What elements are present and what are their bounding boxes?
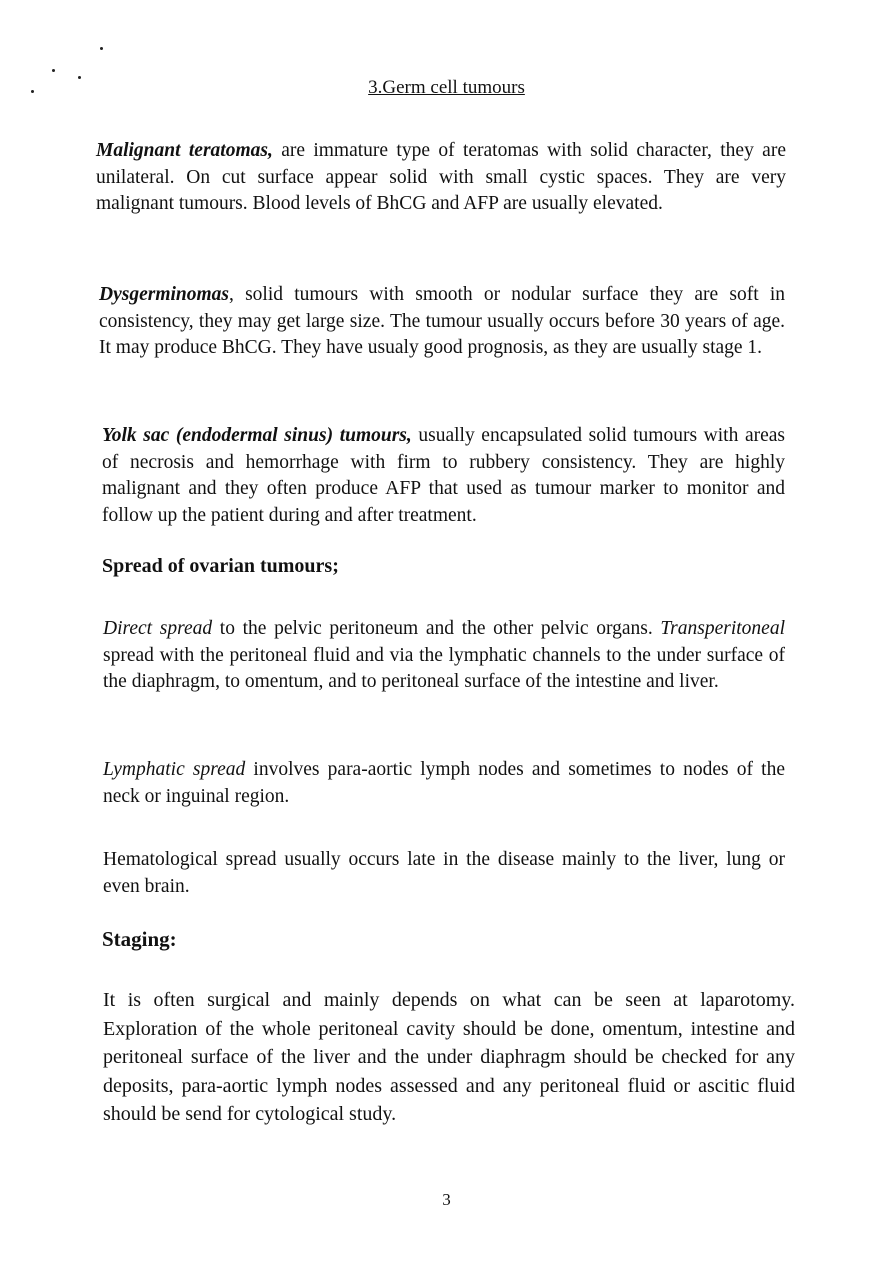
term-direct-spread: Direct spread	[103, 618, 213, 639]
paragraph-yolk-sac	[102, 423, 785, 529]
term-dysgerminomas: Dysgerminomas	[99, 284, 230, 305]
paragraph-lymphatic-spread	[103, 757, 785, 810]
term-lymphatic-spread: Lymphatic spread	[103, 759, 246, 780]
scan-speck	[100, 47, 103, 50]
paragraph-text: involves para-aortic lymph nodes and sometimes to nodes of the neck or inguinal region.	[103, 759, 785, 807]
paragraph-text: usually encapsulated solid tumours with areas of necrosis and hemorrhage with firm to rubbery consistency. They are highly malignant and they often produce AFP that used as tumour marker to monitor and follow up the patient during and after treatment.	[102, 425, 785, 526]
scan-speck	[52, 69, 55, 72]
page-number: 3	[442, 1190, 451, 1209]
paragraph-malignant-teratomas	[96, 138, 786, 218]
paragraph-text: to the pelvic peritoneum and the other pelvic organs.	[212, 618, 661, 639]
spread-heading: Spread of ovarian tumours;	[102, 555, 339, 577]
page-title: 3.Germ cell tumours	[368, 77, 525, 98]
paragraph-text: , solid tumours with smooth or nodular surface they are soft in consistency, they may get large size. The tumour usually occurs before 30 years of age. It may produce BhCG. They have usualy good prognosis, as they are usually stage 1.	[99, 284, 785, 358]
paragraph-text: are immature type of teratomas with solid character, they are unilateral. On cut surface appear solid with small cystic spaces. They are very malignant tumours. Blood levels of BhCG and AFP are usually elevated.	[96, 140, 786, 214]
term-yolk-sac: Yolk sac (endodermal sinus) tumours,	[102, 425, 412, 446]
term-malignant-teratomas: Malignant teratomas,	[96, 140, 273, 161]
staging-heading: Staging:	[102, 927, 177, 951]
paragraph-direct-spread	[103, 616, 785, 696]
paragraph-staging: It is often surgical and mainly depends on what can be seen at laparotomy. Exploration of the whole peritoneal cavity should be done, omentum, intestine and peritoneal surface of the liver and the under diaphragm should be checked for any deposits, para-aortic lymph nodes assessed and any peritoneal fluid or ascitic fluid should be send for cytological study.	[103, 989, 795, 1125]
paragraph-text: spread with the peritoneal fluid and via the lymphatic channels to the under surface of the diaphragm, to omentum, and to peritoneal surface of the intestine and liver.	[103, 644, 785, 692]
term-transperitoneal: Transperitoneal	[660, 618, 785, 639]
paragraph-dysgerminomas	[99, 282, 785, 362]
paragraph-hematological-spread: Hematological spread usually occurs late in the disease mainly to the liver, lung or even brain.	[103, 849, 785, 897]
